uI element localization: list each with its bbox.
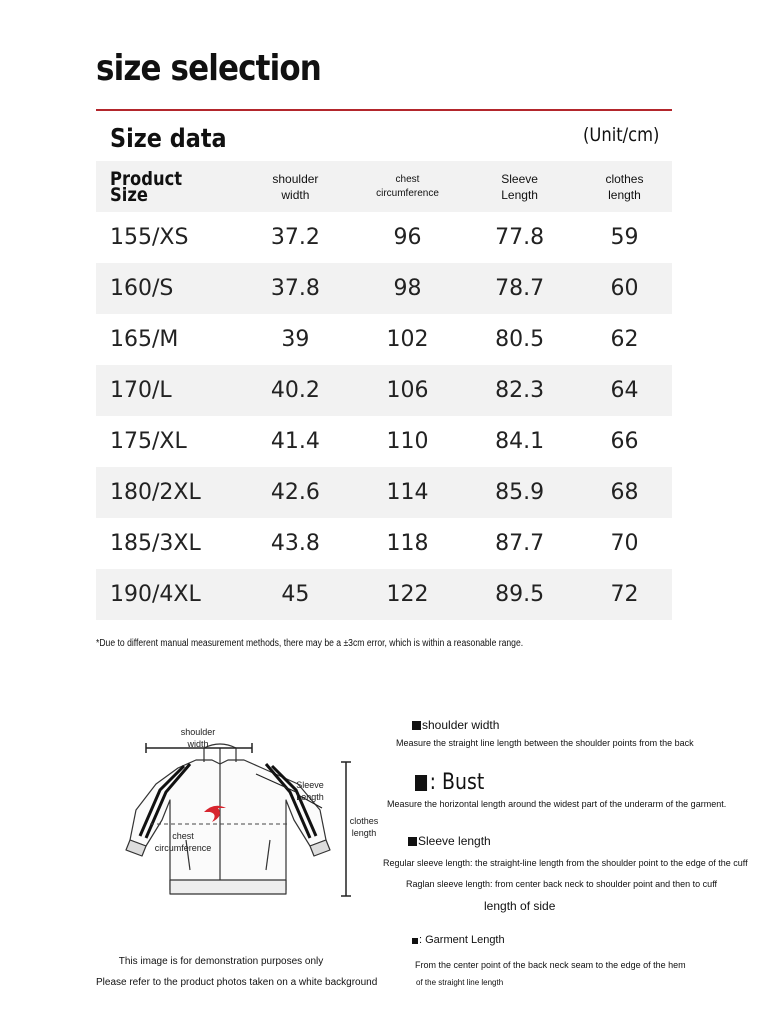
cell-length: 62 [610, 327, 639, 352]
cell-size: 155/XS [110, 225, 189, 250]
cell-length: 59 [610, 225, 639, 250]
sleeve-length-heading: Sleeve length [408, 834, 491, 848]
cell-shoulder: 40.2 [270, 378, 320, 403]
cell-sleeve: 82.3 [495, 378, 545, 403]
table-row [96, 314, 672, 365]
header-shoulder-width: shoulder width [272, 171, 319, 202]
cell-chest: 106 [386, 378, 429, 403]
table-row [96, 518, 672, 569]
header-product-size: Product Size [110, 167, 183, 206]
cell-size: 190/4XL [110, 582, 201, 607]
sleeve-regular-description: Regular sleeve length: the straight-line length from the shoulder point to the edge of the cuff [383, 858, 748, 868]
cell-shoulder: 45 [281, 582, 310, 607]
cell-shoulder: 37.2 [270, 225, 320, 250]
cell-shoulder: 42.6 [270, 480, 320, 505]
table-row [96, 212, 672, 263]
label-clothes-length: clothes length [349, 816, 379, 838]
cell-size: 175/XL [110, 429, 187, 454]
cell-length: 68 [610, 480, 639, 505]
cell-chest: 118 [386, 531, 429, 556]
shoulder-width-heading: shoulder width [412, 716, 499, 734]
cell-chest: 114 [386, 480, 429, 505]
cell-sleeve: 89.5 [495, 582, 545, 607]
cell-length: 64 [610, 378, 639, 403]
sleeve-raglan-description: Raglan sleeve length: from center back neck to shoulder point and then to cuff [406, 879, 718, 889]
section-title: Size data [110, 124, 227, 154]
cell-chest: 98 [393, 276, 422, 301]
bullet-icon [408, 837, 417, 846]
bust-heading: : Bust [415, 770, 484, 795]
cell-sleeve: 77.8 [495, 225, 545, 250]
garment-length-description-1: From the center point of the back neck seam to the edge of the hem [415, 960, 686, 970]
diagram-caption-2: Please refer to the product photos taken on a white background [96, 977, 378, 988]
cell-size: 185/3XL [110, 531, 201, 556]
cell-sleeve: 78.7 [495, 276, 545, 301]
cell-length: 60 [610, 276, 639, 301]
cell-size: 170/L [110, 378, 172, 403]
cell-size: 160/S [110, 276, 174, 301]
table-row [96, 365, 672, 416]
cell-size: 180/2XL [110, 480, 201, 505]
cell-chest: 96 [393, 225, 422, 250]
cell-chest: 122 [386, 582, 429, 607]
side-length-heading: length of side [484, 899, 556, 913]
page-title: size selection [96, 48, 321, 89]
table-header-row [96, 161, 672, 212]
table-row [96, 263, 672, 314]
cell-length: 72 [610, 582, 639, 607]
cell-sleeve: 87.7 [495, 531, 545, 556]
garment-length-description-2: of the straight line length [416, 978, 504, 987]
cell-length: 66 [610, 429, 639, 454]
bullet-icon [412, 938, 418, 944]
cell-sleeve: 84.1 [495, 429, 545, 454]
cell-sleeve: 85.9 [495, 480, 545, 505]
label-chest-circumference: chest circumference [154, 831, 212, 853]
table-row [96, 569, 672, 620]
table-row [96, 416, 672, 467]
jacket-diagram [100, 700, 400, 930]
header-clothes-length: clothes length [605, 171, 644, 202]
cell-chest: 102 [386, 327, 429, 352]
cell-shoulder: 37.8 [270, 276, 320, 301]
label-sleeve-length: Sleeve Length [296, 780, 324, 802]
shoulder-width-description: Measure the straight line length between the shoulder points from the back [396, 738, 694, 748]
measurement-note: *Due to different manual measurement methods, there may be a ±3cm error, which is within a reasonable range. [96, 638, 524, 649]
header-chest-circumference: chest circumference [376, 173, 439, 199]
unit-label: (Unit/cm) [583, 124, 660, 146]
cell-size: 165/M [110, 327, 179, 352]
table-row [96, 467, 672, 518]
bullet-icon [415, 775, 427, 791]
bust-description: Measure the horizontal length around the widest part of the underarm of the garment. [387, 799, 727, 809]
size-table [96, 161, 672, 620]
garment-length-heading: : Garment Length [412, 934, 505, 946]
label-shoulder-width: shoulder width [180, 727, 216, 749]
cell-shoulder: 41.4 [270, 429, 320, 454]
title-divider [96, 109, 672, 111]
header-sleeve-length: Sleeve Length [501, 171, 538, 202]
cell-length: 70 [610, 531, 639, 556]
diagram-caption-1: This image is for demonstration purposes only [118, 956, 324, 967]
cell-chest: 110 [386, 429, 429, 454]
cell-shoulder: 43.8 [270, 531, 320, 556]
cell-sleeve: 80.5 [495, 327, 545, 352]
bullet-icon [412, 721, 421, 730]
cell-shoulder: 39 [281, 327, 310, 352]
